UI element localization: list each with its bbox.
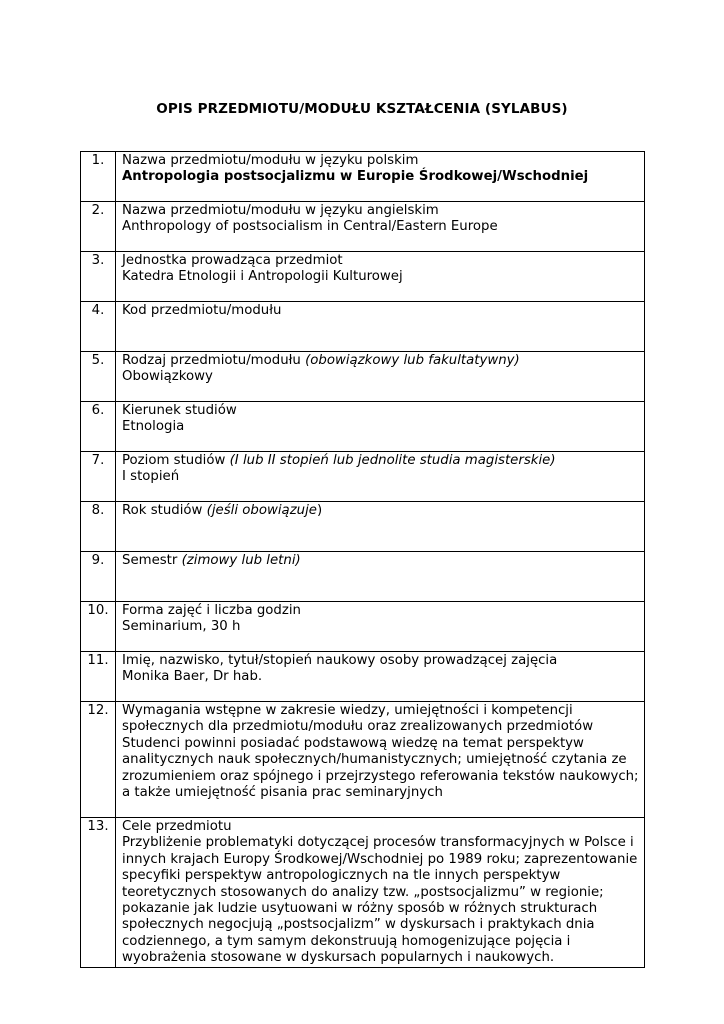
row-label [122,553,640,569]
row-number: 5. [81,352,116,402]
row-value: Katedra Etnologii i Antropologii Kulturowej [122,269,403,285]
table-row [81,452,645,502]
row-content [116,502,645,552]
row-content [116,252,645,302]
row-number: 7. [81,452,116,502]
row-label-hint: (obowiązkowy lub fakultatywny) [305,353,520,368]
row-label [122,503,640,519]
row-label: Nazwa przedmiotu/modułu w języku angielskim [122,203,439,218]
table-row [81,302,645,352]
row-value: Antropologia postsocjalizmu w Europie Środkowej/Wschodniej [122,169,589,185]
row-label-end: ) [316,503,323,518]
table-row [81,652,645,702]
row-label-text: Rodzaj przedmiotu/modułu [122,353,306,368]
row-value: Przybliżenie problematyki dotyczącej procesów transformacyjnych w Polsce i innych krajach Europy Środkowej/Wschodniej po 1989 roku; zaprezentowanie specyfiki perspektyw antropologicznych na tle innych perspektyw teoretycznych stosowanych do analizy tzw. „postsocjalizmu” w regionie; pokazanie jak ludzie usytuowani w różny sposób w różnych strukturach społecznych negocjują „postsocjalizm” w dyskursach i praktykach dnia codziennego, a tym samym dekonstruują homogenizujące pojęcia i wyobrażenia stosowane w dyskursach popularnych i naukowych. [122,835,638,966]
row-content [116,352,645,402]
row-number: 13. [81,818,116,968]
row-content [116,452,645,502]
row-content [116,818,645,968]
row-label: Kod przedmiotu/modułu [122,303,282,318]
row-number: 12. [81,702,116,818]
row-label: Wymagania wstępne w zakresie wiedzy, umiejętności i kompetencji społecznych dla przedmiotu/modułu oraz zrealizowanych przedmiotów [122,703,594,735]
row-label-text: Rok studiów [122,503,207,518]
row-content [116,152,645,202]
row-label: Imię, nazwisko, tytuł/stopień naukowy osoby prowadzącej zajęcia [122,653,558,668]
row-label: Forma zajęć i liczba godzin [122,603,301,618]
table-row [81,202,645,252]
row-number: 6. [81,402,116,452]
row-content [116,652,645,702]
table-row [81,702,645,818]
syllabus-table [80,151,645,968]
table-row [81,818,645,968]
row-value: Obowiązkowy [122,369,213,385]
row-label: Nazwa przedmiotu/modułu w języku polskim [122,153,419,168]
table-row [81,152,645,202]
row-content [116,402,645,452]
row-label: Cele przedmiotu [122,819,232,834]
row-number: 4. [81,302,116,352]
table-row [81,552,645,602]
table-row [81,252,645,302]
row-number: 1. [81,152,116,202]
row-label-hint: (zimowy lub letni) [181,553,301,568]
table-row [81,602,645,652]
row-content [116,202,645,252]
row-value: I stopień [122,469,180,485]
row-label: Kierunek studiów [122,403,237,418]
table-row [81,502,645,552]
row-label [122,453,640,469]
row-content [116,702,645,818]
row-label-text: Semestr [122,553,182,568]
row-label [122,353,640,369]
row-number: 8. [81,502,116,552]
row-value: Anthropology of postsocialism in Central/Eastern Europe [122,219,498,235]
table-row [81,402,645,452]
row-value: Etnologia [122,419,185,435]
row-label-hint: (I lub II stopień lub jednolite studia magisterskie) [229,453,556,468]
document-title: OPIS PRZEDMIOTU/MODUŁU KSZTAŁCENIA (SYLABUS) [156,101,568,117]
row-label-hint: (jeśli obowiązuje [206,503,317,518]
row-number: 2. [81,202,116,252]
row-content [116,552,645,602]
row-label-text: Poziom studiów [122,453,230,468]
row-value: Monika Baer, Dr hab. [122,669,263,685]
row-number: 3. [81,252,116,302]
row-number: 9. [81,552,116,602]
row-value: Studenci powinni posiadać podstawową wiedzę na temat perspektyw analitycznych nauk społecznych/humanistycznych; umiejętność czytania ze zrozumieniem oraz spójnego i przejrzystego referowania tekstów naukowych; a także umiejętność pisania prac seminaryjnych [122,735,639,801]
row-number: 11. [81,652,116,702]
row-value: Seminarium, 30 h [122,619,241,635]
row-label: Jednostka prowadząca przedmiot [122,253,343,268]
table-row [81,352,645,402]
row-content [116,302,645,352]
row-content [116,602,645,652]
row-number: 10. [81,602,116,652]
